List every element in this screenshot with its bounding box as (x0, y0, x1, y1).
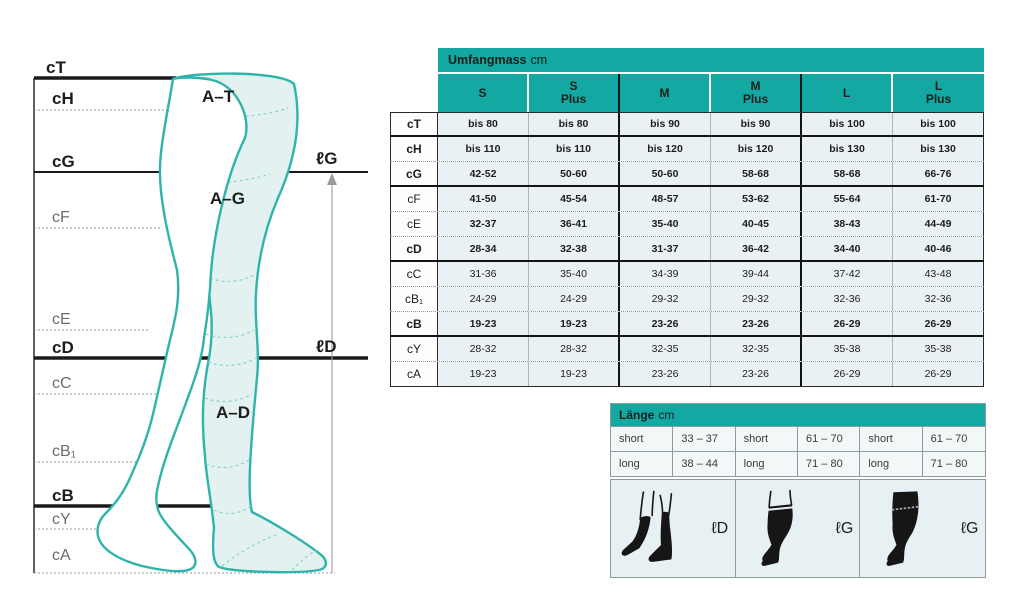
size-cell: bis 110 (529, 137, 620, 161)
size-cell: bis 120 (620, 137, 711, 161)
size-cell: bis 80 (438, 113, 529, 135)
size-cell: 23-26 (711, 312, 802, 335)
table-row-cE (390, 212, 984, 237)
size-cell: 31-36 (438, 262, 529, 286)
table-row-cG (390, 162, 984, 187)
size-cell: 23-26 (711, 362, 802, 386)
size-cell: bis 120 (711, 137, 802, 161)
column-header-m-plus: M Plus (711, 74, 802, 112)
size-cell: 26-29 (802, 362, 893, 386)
length-cell: long (860, 451, 922, 476)
thigh-high-stocking-icon (742, 483, 822, 575)
size-cell: 32-36 (802, 287, 893, 311)
label-cD: cD (52, 338, 74, 357)
figure-thigh-high-top (860, 480, 985, 577)
length-cell: 38 – 44 (673, 451, 735, 476)
length-cell: short (860, 426, 922, 451)
size-cell: 26-29 (893, 312, 984, 335)
label-lD: ℓD (316, 337, 337, 356)
thigh-high-top-band-stocking-icon (867, 483, 947, 575)
length-table-unit: cm (658, 408, 675, 422)
size-cell: 45-54 (529, 187, 620, 211)
size-cell: 35-38 (893, 337, 984, 361)
column-header-m: M (620, 74, 711, 112)
size-cell: 19-23 (438, 362, 529, 386)
table-title: Umfangmass (448, 53, 527, 67)
zone-label-AD: A–D (216, 403, 251, 422)
label-cH: cH (52, 89, 74, 108)
size-cell: 55-64 (802, 187, 893, 211)
size-cell: bis 100 (802, 113, 893, 135)
leg-measurement-diagram (30, 58, 390, 578)
label-lG: ℓG (316, 149, 338, 168)
zone-label-AG: A–G (210, 189, 245, 208)
length-cell: short (611, 426, 673, 451)
column-header-s: S (438, 74, 529, 112)
size-cell: 32-36 (893, 287, 984, 311)
size-cell: 61-70 (893, 187, 984, 211)
length-cell: 71 – 80 (923, 451, 985, 476)
row-label: cA (390, 362, 438, 386)
size-cell: 53-62 (711, 187, 802, 211)
arrow-up-icon (327, 173, 337, 185)
table-row-cT (390, 112, 984, 137)
size-cell: 41-50 (438, 187, 529, 211)
row-label: cY (390, 337, 438, 361)
figure-label: ℓG (960, 519, 979, 537)
length-cell: 71 – 80 (798, 451, 860, 476)
length-cell: long (611, 451, 673, 476)
size-cell: 29-32 (620, 287, 711, 311)
size-cell: 32-37 (438, 212, 529, 236)
size-cell: 35-40 (620, 212, 711, 236)
label-cT: cT (46, 58, 66, 77)
length-cell: short (736, 426, 798, 451)
table-unit: cm (530, 53, 548, 67)
length-row-long (611, 451, 985, 476)
size-cell: 32-35 (620, 337, 711, 361)
size-cell: 66-76 (893, 162, 984, 185)
row-label: cF (390, 187, 438, 211)
label-cF: cF (52, 209, 70, 226)
size-cell: 19-23 (438, 312, 529, 335)
size-cell: 32-35 (711, 337, 802, 361)
circumference-table-header (438, 48, 984, 72)
row-label: cG (390, 162, 438, 185)
size-cell: 29-32 (711, 287, 802, 311)
size-cell: bis 130 (893, 137, 984, 161)
column-header-l: L (802, 74, 893, 112)
size-cell: bis 80 (529, 113, 620, 135)
label-cE: cE (52, 311, 71, 328)
size-cell: 23-26 (620, 362, 711, 386)
size-cell: 48-57 (620, 187, 711, 211)
row-label: cH (390, 137, 438, 161)
length-cell: long (736, 451, 798, 476)
table-row-cA (390, 362, 984, 387)
size-cell: 32-38 (529, 237, 620, 260)
knee-high-stocking-icon (617, 483, 697, 575)
size-cell: 26-29 (893, 362, 984, 386)
column-header-s-plus: S Plus (529, 74, 620, 112)
size-cell: 19-23 (529, 312, 620, 335)
row-label: cB₁ (390, 287, 438, 311)
size-cell: 31-37 (620, 237, 711, 260)
size-cell: 39-44 (711, 262, 802, 286)
figure-knee-high (611, 480, 736, 577)
size-cell: 24-29 (438, 287, 529, 311)
table-row-cH (390, 137, 984, 162)
size-cell: 58-68 (802, 162, 893, 185)
table-row-cD (390, 237, 984, 262)
row-label: cT (390, 113, 438, 135)
figure-label: ℓG (835, 519, 854, 537)
length-table-title: Länge (619, 408, 655, 422)
size-cell: 44-49 (893, 212, 984, 236)
label-cG: cG (52, 152, 75, 171)
size-header-row (438, 74, 984, 112)
size-cell: 58-68 (711, 162, 802, 185)
table-row-cF (390, 187, 984, 212)
length-table (610, 403, 986, 477)
length-cell: 61 – 70 (923, 426, 985, 451)
figure-thigh-high (736, 480, 861, 577)
figure-label: ℓD (711, 519, 729, 537)
label-cB1: cB₁ (52, 443, 77, 460)
table-row-cB1 (390, 287, 984, 312)
size-cell: bis 100 (893, 113, 984, 135)
size-cell: bis 110 (438, 137, 529, 161)
length-figures (610, 479, 986, 578)
size-cell: 42-52 (438, 162, 529, 185)
size-cell: 34-40 (802, 237, 893, 260)
label-cC: cC (52, 375, 72, 392)
row-label: cE (390, 212, 438, 236)
size-cell: 28-32 (438, 337, 529, 361)
size-cell: 35-40 (529, 262, 620, 286)
label-cY: cY (52, 511, 71, 528)
size-cell: 26-29 (802, 312, 893, 335)
length-cell: 33 – 37 (673, 426, 735, 451)
circumference-table (390, 48, 984, 387)
size-cell: 40-46 (893, 237, 984, 260)
size-cell: bis 90 (711, 113, 802, 135)
zone-label-AT: A–T (202, 87, 235, 106)
label-cA: cA (52, 547, 71, 564)
row-label: cD (390, 237, 438, 260)
table-row-cY (390, 337, 984, 362)
row-label: cC (390, 262, 438, 286)
length-table-header (611, 404, 985, 426)
size-cell: 23-26 (620, 312, 711, 335)
table-row-cC (390, 262, 984, 287)
size-cell: 28-34 (438, 237, 529, 260)
size-cell: 43-48 (893, 262, 984, 286)
size-cell: 40-45 (711, 212, 802, 236)
length-cell: 61 – 70 (798, 426, 860, 451)
column-header-l-plus: L Plus (893, 74, 984, 112)
size-cell: 50-60 (529, 162, 620, 185)
size-cell: bis 130 (802, 137, 893, 161)
size-cell: 28-32 (529, 337, 620, 361)
label-cB: cB (52, 486, 74, 505)
table-row-cB (390, 312, 984, 337)
size-cell: 50-60 (620, 162, 711, 185)
size-cell: 24-29 (529, 287, 620, 311)
size-cell: 36-41 (529, 212, 620, 236)
size-cell: 38-43 (802, 212, 893, 236)
size-cell: 34-39 (620, 262, 711, 286)
size-cell: 36-42 (711, 237, 802, 260)
size-cell: 19-23 (529, 362, 620, 386)
size-cell: 37-42 (802, 262, 893, 286)
size-cell: 35-38 (802, 337, 893, 361)
row-label: cB (390, 312, 438, 335)
length-row-short (611, 426, 985, 451)
size-cell: bis 90 (620, 113, 711, 135)
